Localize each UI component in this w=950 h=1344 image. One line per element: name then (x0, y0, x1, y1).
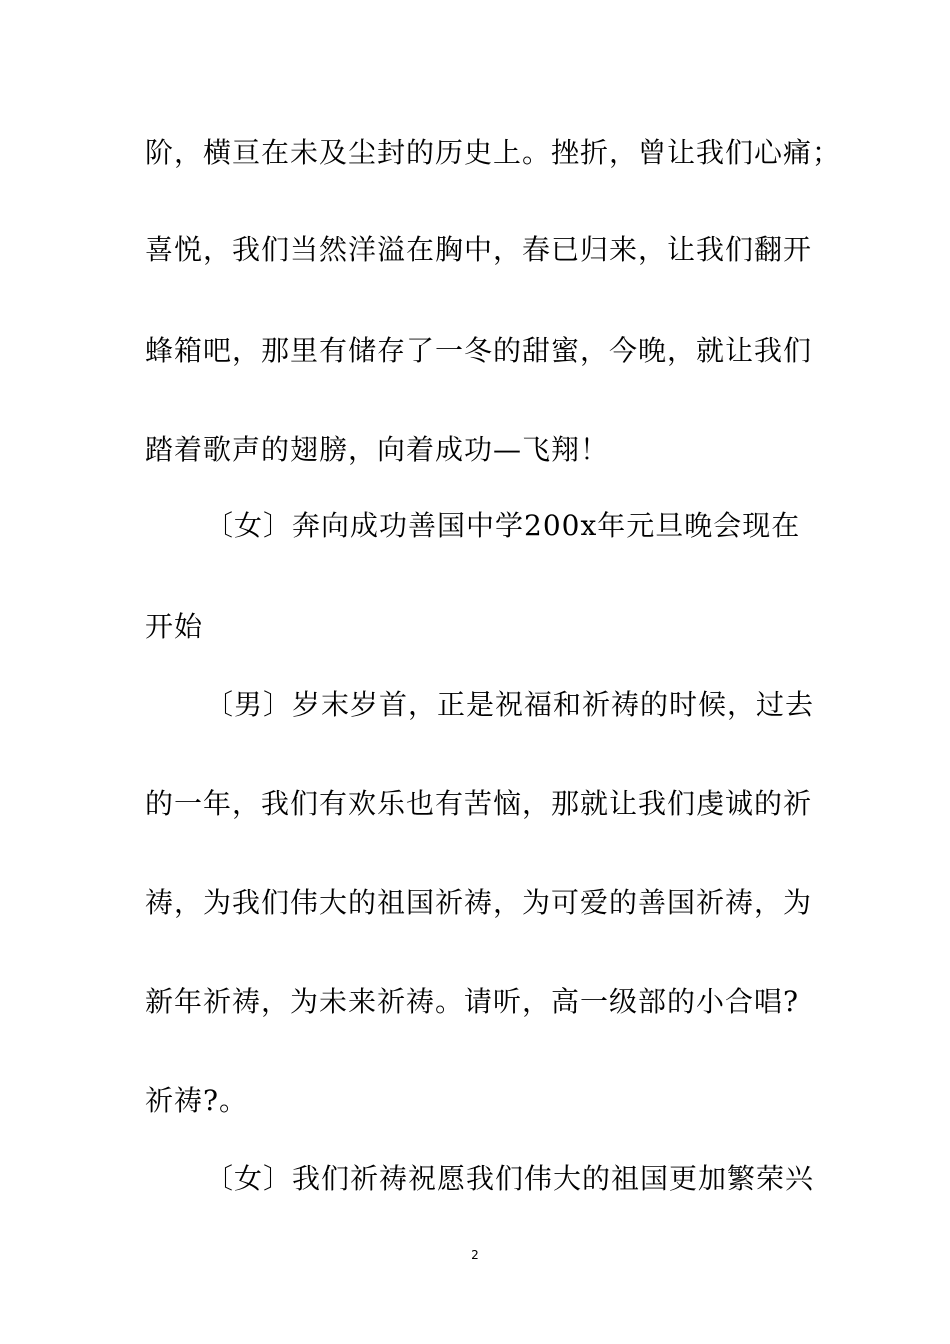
page-number: 2 (471, 1248, 479, 1262)
text-line: 祈祷?。 (145, 1084, 249, 1117)
text-line: 新年祈祷，为未来祈祷。请听，高一级部的小合唱? (145, 985, 800, 1018)
paragraph-female-line: 〔女〕我们祈祷祝愿我们伟大的祖国更加繁荣兴 (205, 1162, 815, 1195)
paragraph-male-line: 〔男〕岁末岁首，正是祝福和祈祷的时候，过去 (205, 688, 815, 721)
text-line: 的一年，我们有欢乐也有苦恼，那就让我们虔诚的祈 (145, 787, 813, 820)
text-line: 祷，为我们伟大的祖国祈祷，为可爱的善国祈祷，为 (145, 886, 813, 919)
text-line: 蜂箱吧，那里有储存了一冬的甜蜜，今晚，就让我们 (145, 334, 813, 367)
text-line: 阶，横亘在未及尘封的历史上。挫折，曾让我们心痛； (145, 136, 842, 169)
text-line: 喜悦，我们当然洋溢在胸中，春已归来，让我们翻开 (145, 233, 813, 266)
text-line: 开始 (145, 610, 204, 643)
text-line: 踏着歌声的翅膀，向着成功—飞翔！ (145, 433, 610, 466)
paragraph-female-line: 〔女〕奔向成功善国中学200x年元旦晚会现在 (205, 509, 801, 542)
